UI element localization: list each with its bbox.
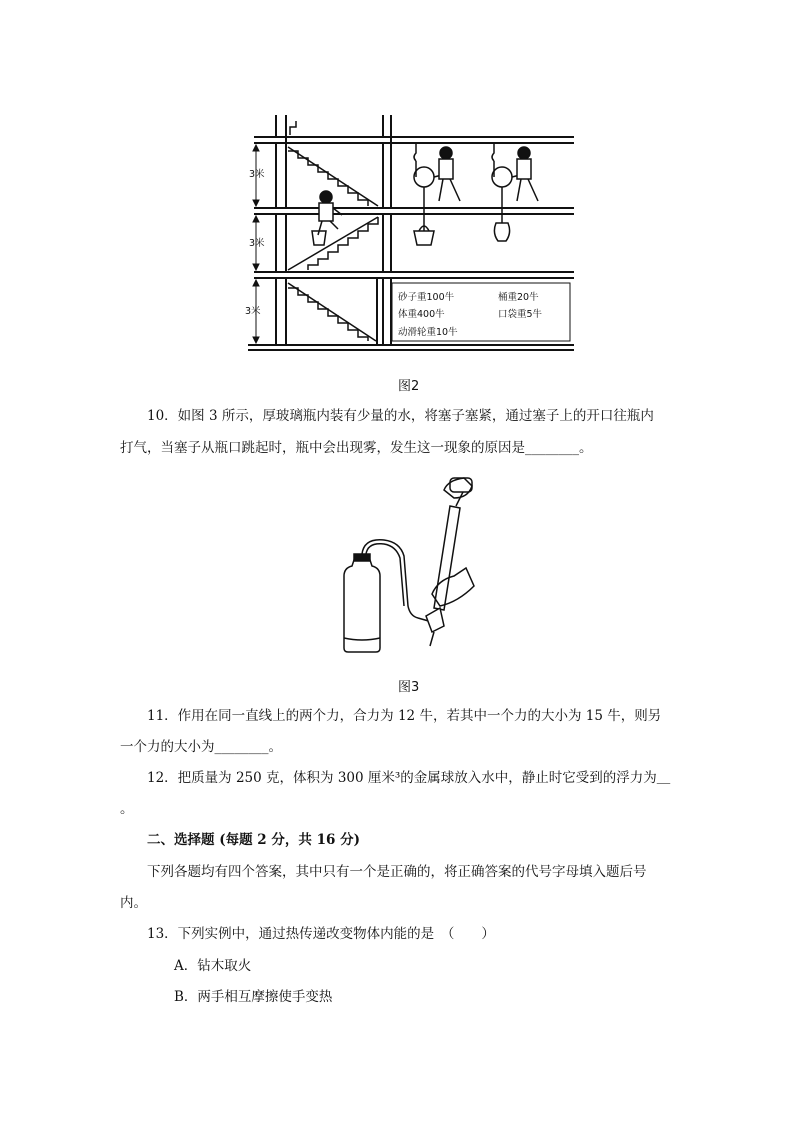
bucket-weight-label: 桶重20牛 [498,292,539,303]
question-10-line-1: 10．如图 3 所示，厚玻璃瓶内装有少量的水，将塞子塞紧，通过塞子上的开口往瓶内 [147,408,654,424]
section-2-heading: 二、选择题 (每题 2 分，共 16 分) [147,832,360,848]
question-13-option-a: A．钻木取火 [174,958,252,974]
question-13: 13．下列实例中，通过热传递改变物体内能的是 （ ） [147,926,495,942]
question-11-line-1: 11．作用在同一直线上的两个力，合力为 12 牛，若其中一个力的大小为 15 牛，则另 [147,708,662,724]
floor-height-label-3: 3米 [245,306,261,317]
question-12-line-2: 。 [120,801,134,817]
question-13-option-b: B．两手相互摩擦使手变热 [174,989,333,1005]
figure-3-caption: 图3 [398,680,420,695]
question-10-line-2: 打气，当塞子从瓶口跳起时，瓶中会出现雾，发生这一现象的原因是________。 [120,440,593,456]
section-2-intro-line-1: 下列各题均有四个答案，其中只有一个是正确的，将正确答案的代号字母填入题后号 [147,864,647,880]
sand-weight-label: 砂子重100牛 [398,292,455,303]
floor-height-label-1: 3米 [249,169,265,180]
question-11-line-2: 一个力的大小为________。 [120,739,282,755]
section-2-intro-line-2: 内。 [120,895,147,911]
bag-weight-label: 口袋重5牛 [498,309,543,320]
body-weight-label: 体重400牛 [398,309,445,320]
figure-3-illustration [340,476,475,656]
floor-height-label-2: 3米 [249,238,265,249]
figure-2-caption: 图2 [398,379,420,394]
pulley-weight-label: 动滑轮重10牛 [398,327,458,338]
question-12-line-1: 12．把质量为 250 克，体积为 300 厘米³的金属球放入水中，静止时它受到的浮力为＿ [147,770,671,786]
